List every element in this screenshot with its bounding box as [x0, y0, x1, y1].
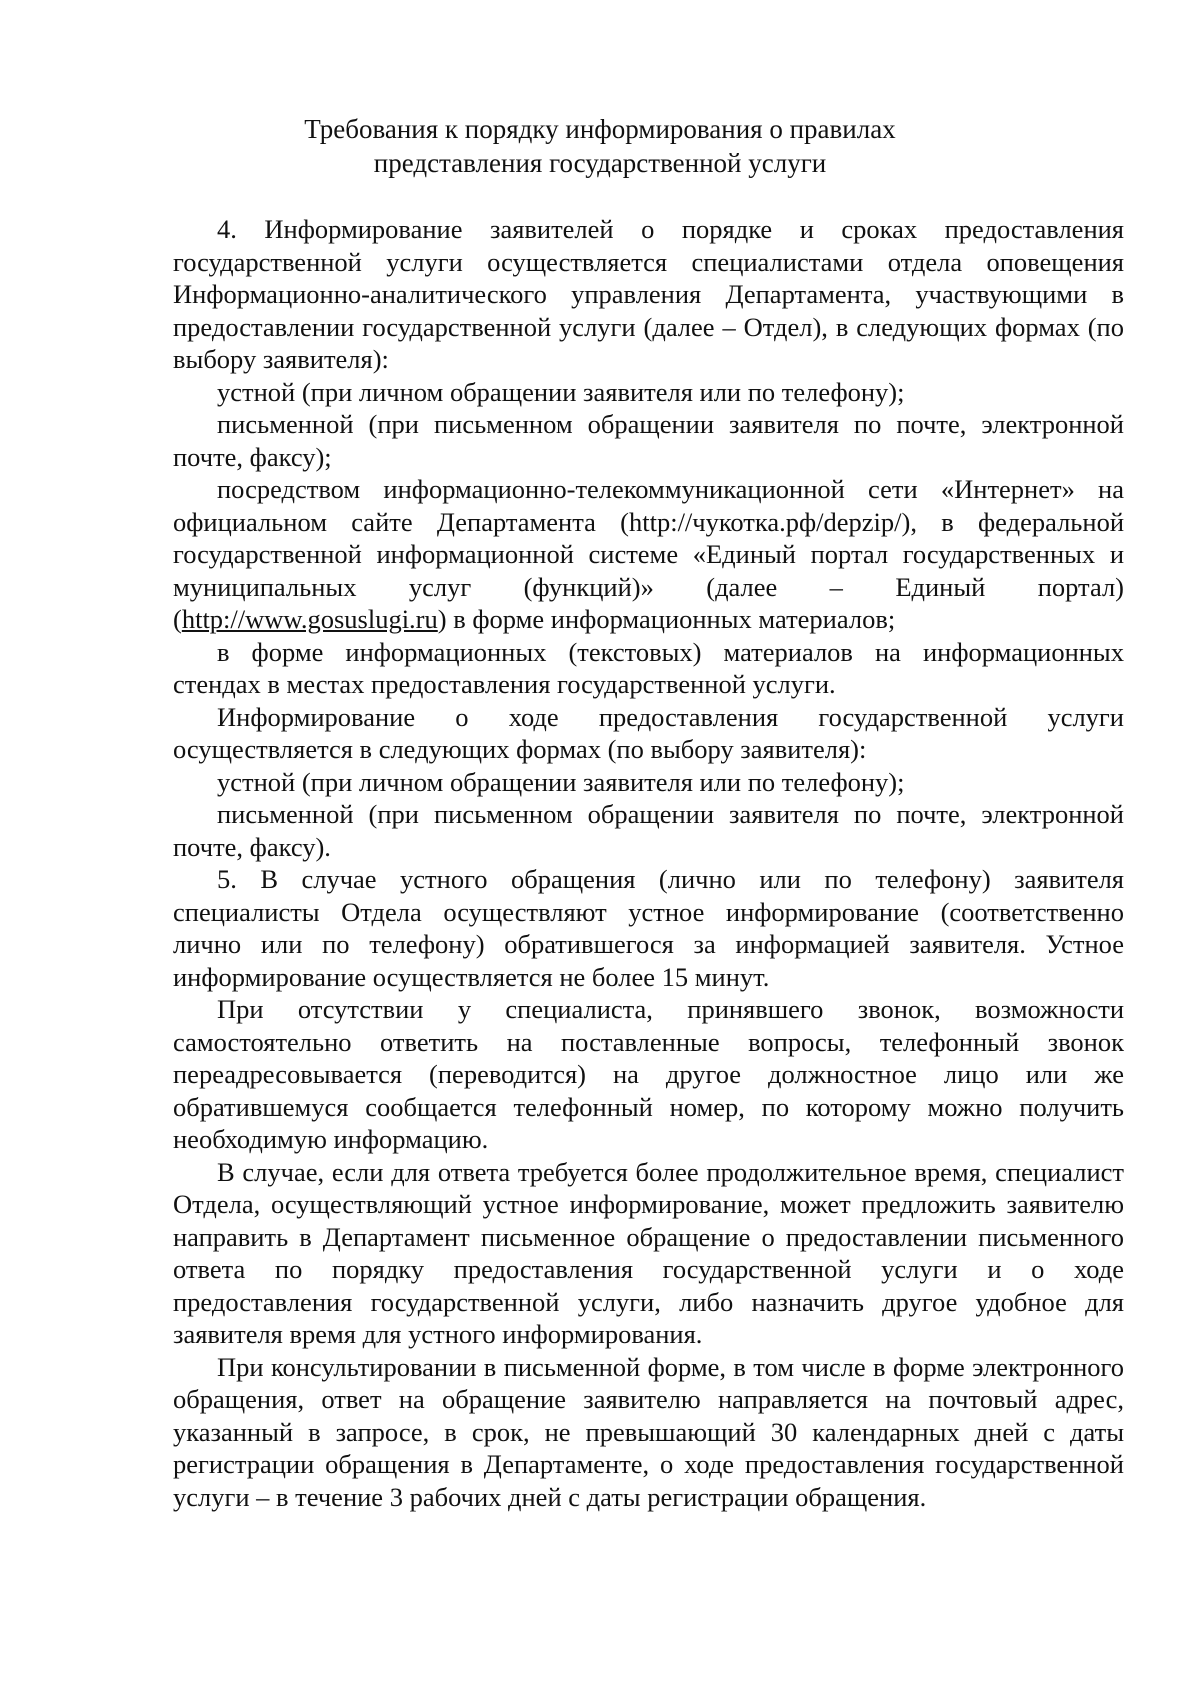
paragraph-written-form: письменной (при письменном обращении заявителя по почте, электронной почте, факсу); — [173, 409, 1124, 472]
paragraph-call-redirect: При отсутствии у специалиста, принявшего звонок, возможности самостоятельно ответить на поставленные вопросы, телефонный звонок переадресовывается (переводится) на другое должностное лицо или же обратившемуся сообщается телефонный номер, по которому можно получить необходимую информацию. — [173, 994, 1124, 1154]
paragraph-written-form-2: письменной (при письменном обращении заявителя по почте, электронной почте, факсу). — [173, 799, 1124, 862]
paragraph-5-oral-request: 5. В случае устного обращения (лично или по телефону) заявителя специалисты Отдела осуществляют устное информирование (соответственно лично или по телефону) обратившегося за информацией заявителя. Устное информирование осуществляется не более 15 минут. — [173, 864, 1124, 992]
paragraph-longer-time: В случае, если для ответа требуется более продолжительное время, специалист Отдела, осуществляющий устное информирование, может предложить заявителю направить в Департамент письменное обращение о предоставлении письменного ответа по порядку предоставления государственной услуги и о ходе предоставления государственной услуги, либо назначить другое удобное для заявителя время для устного информирования. — [173, 1156, 1124, 1349]
paragraph-stands-form: в форме информационных (текстовых) материалов на информационных стендах в местах предоставления государственной услуги. — [173, 636, 1124, 699]
internet-form-text: посредством информационно-телекоммуникационной сети «Интернет» на официальном сайте Департамента (http://чукотка.рф/depzip/), в федеральной государственной информационной системе «Единый портал государственных и муниципальных услуг (функций)» (далее – Единый портал) — [173, 474, 1124, 602]
heading-line-1: Требования к порядку информирования о правилах — [304, 114, 896, 144]
paragraph-progress-info: Информирование о ходе предоставления государственной услуги осуществляется в следующих формах (по выбору заявителя): — [173, 701, 1124, 764]
paragraph-4-intro: 4. Информирование заявителей о порядке и сроках предоставления государственной услуги осуществляется специалистами отдела оповещения Информационно-аналитического управления Департамента, участвующими в предоставлении государственной услуги (далее – Отдел), в следующих формах (по выбору заявителя): — [173, 214, 1124, 374]
gosuslugi-link[interactable]: http://www.gosuslugi.ru — [181, 604, 438, 634]
document-heading — [0, 112, 1200, 180]
link-tail-text: ) в форме информационных материалов; — [437, 604, 896, 634]
paragraph-internet-form — [173, 473, 1124, 636]
heading-line-2: представления государственной услуги — [373, 148, 827, 178]
paragraph-written-consult: При консультировании в письменной форме, в том числе в форме электронного обращения, ответ на обращение заявителю направляется на почтовый адрес, указанный в запросе, в срок, не превышающий 30 календарных дней с даты регистрации обращения в Департаменте, о ходе предоставления государственной услуги – в течение 3 рабочих дней с даты регистрации обращения. — [173, 1351, 1124, 1512]
paragraph-oral-form: устной (при личном обращении заявителя или по телефону); — [217, 376, 905, 407]
link-open-paren: ( — [173, 604, 182, 634]
paragraph-oral-form-2: устной (при личном обращении заявителя или по телефону); — [217, 766, 905, 797]
document-body — [173, 213, 1124, 1513]
